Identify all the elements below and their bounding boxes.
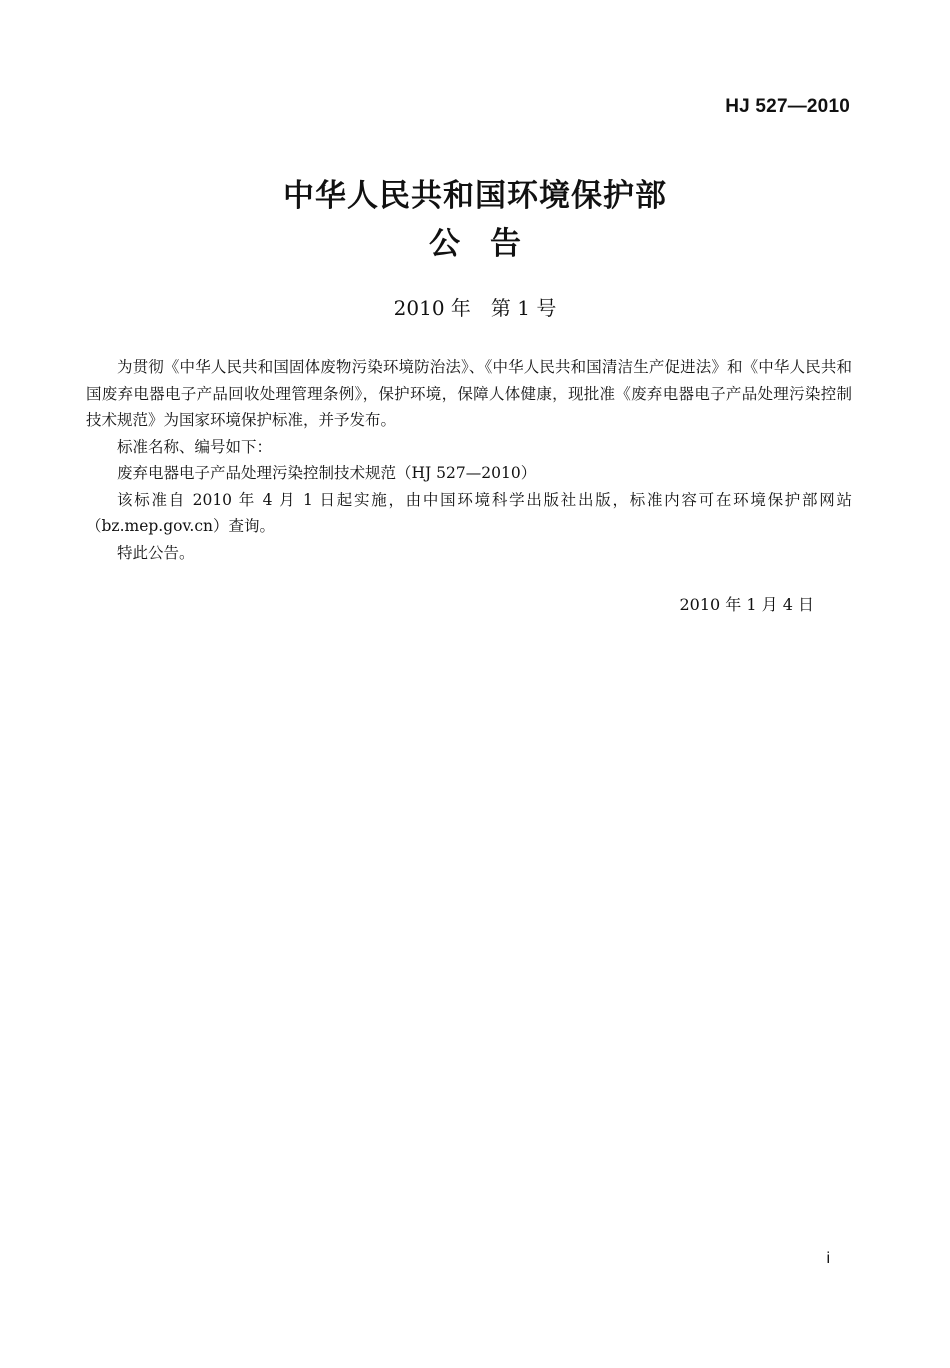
announcement-title: 公告: [429, 226, 551, 262]
issue-number: 2010 年 第 1 号: [393, 296, 557, 320]
body-paragraph-closing: 特此公告。: [117, 543, 195, 562]
body-paragraph-list-heading: 标准名称、编号如下：: [117, 437, 273, 456]
announcement-date: 2010 年 1 月 4 日: [679, 595, 814, 614]
body-paragraph-intro: 为贯彻《中华人民共和国固体废物污染环境防治法》、《中华人民共和国清洁生产促进法》和《中华人民共和国废弃电器电子产品回收处理管理条例》，保护环境，保障人体健康，现批准《废弃电器电子产品处理污染控制技术规范》为国家环境保护标准，并予发布。: [86, 358, 852, 429]
ministry-title: 中华人民共和国环境保护部: [283, 178, 667, 214]
body-paragraph-standard-name: 废弃电器电子产品处理污染控制技术规范（HJ 527—2010）: [117, 464, 537, 482]
standard-code: HJ 527—2010: [725, 96, 850, 117]
announcement-body: [86, 354, 852, 566]
body-paragraph-effective-date: 该标准自 2010 年 4 月 1 日起实施，由中国环境科学出版社出版，标准内容可在环境保护部网站（bz.mep.gov.cn）查询。: [86, 490, 852, 535]
page-number: i: [826, 1250, 830, 1267]
